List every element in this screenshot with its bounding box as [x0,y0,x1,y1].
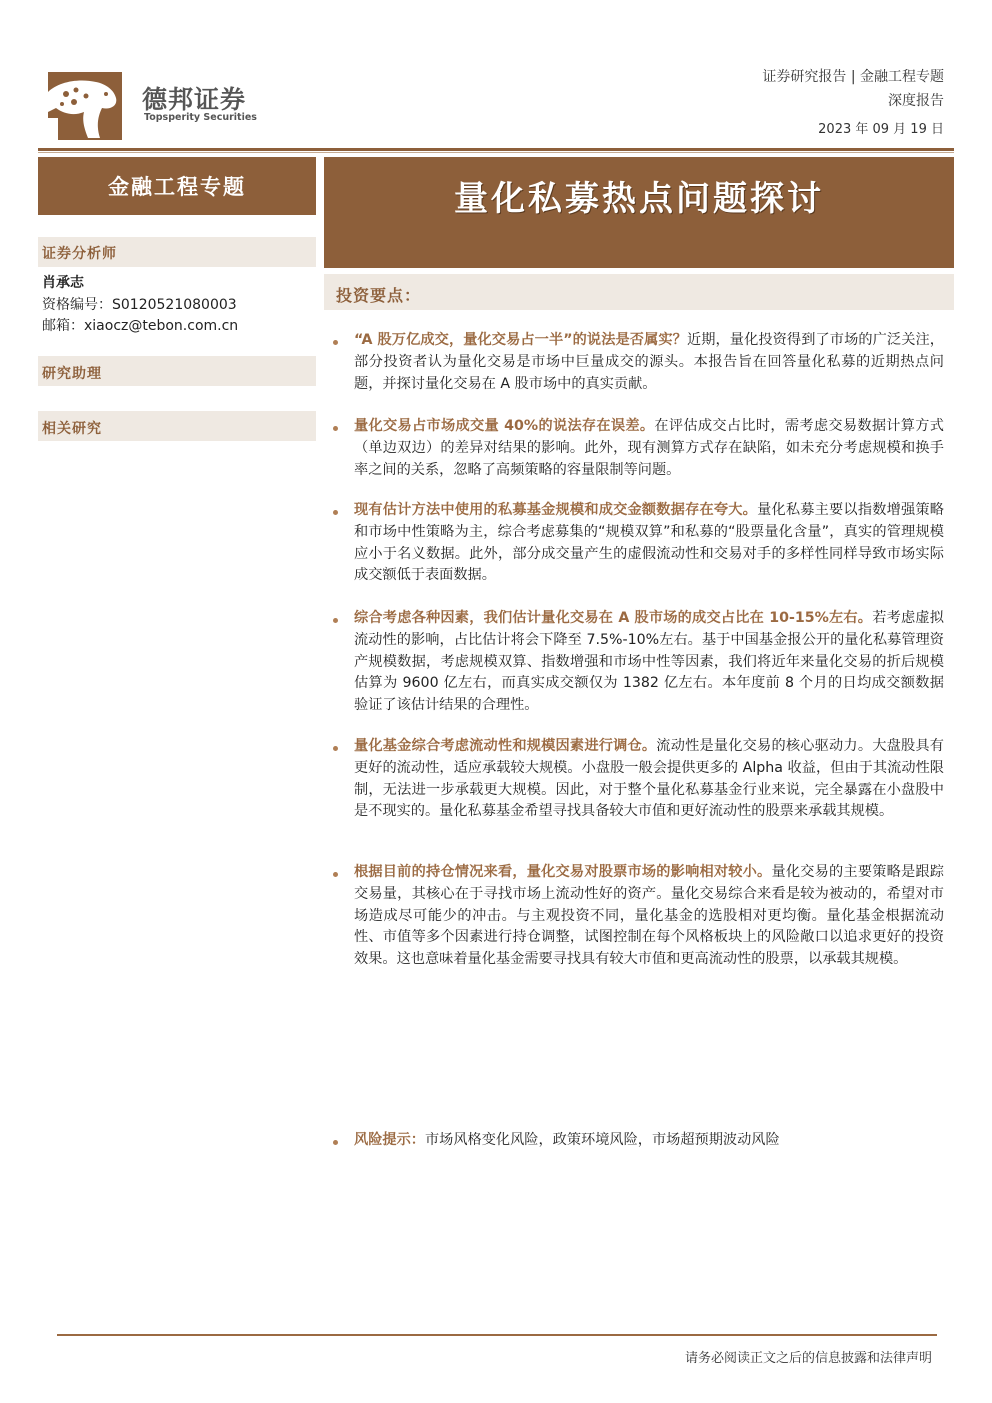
key-point-body: 在评估成交占比时，需考虑交易数据计算方式（单边双边）的差异对结果的影响。此外，现有测算方式存在缺陷，如未充分考虑规模和换手率之间的关系，忽略了高频策略的容量限制等问题。 [354,418,944,478]
list-item [330,500,944,587]
bullet-icon [333,426,338,431]
analyst-email: 邮箱：xiaocz@tebon.com.cn [42,318,239,334]
analyst-license: 资格编号：S0120521080003 [42,297,237,313]
assistant-section-label: 研究助理 [42,366,102,382]
key-point-heading: 根据目前的持仓情况来看，量化交易对股票市场的影响相对较小。 [354,864,772,880]
key-point-body: 近期，量化投资得到了市场的广泛关注，部分投资者认为量化交易是市场中巨量成交的源头。本报告旨在回答量化私募的近期热点问题，并探讨量化交易在 A 股市场中的真实贡献。 [354,332,944,392]
footer-disclaimer: 请务必阅读正文之后的信息披露和法律声明 [684,1351,932,1366]
category-banner: 金融工程专题 [38,157,316,215]
risk-heading: 风险提示： [354,1132,425,1148]
key-points-title: 投资要点： [336,286,422,305]
report-subtype: 深度报告 [888,93,944,109]
bullet-icon [333,340,338,345]
list-item [330,608,944,717]
key-point-body: 若考虑虚拟流动性的影响，占比估计将会下降至 7.5%-10%左右。基于中国基金报公开的量化私募管理资产规模数据，考虑规模双算、指数增强和市场中性等因素，我们将近年来量化交易的折后规模估算为 9600 亿左右，而真实成交额仅为 1382 亿左右。本年度前 8 个月的日均成交额数据验证了该估计结果的合理性。 [354,610,944,714]
key-point-body: 量化私募主要以指数增强策略和市场中性策略为主，综合考虑募集的“规模双算”和私募的“股票量化含量”，真实的管理规模应小于名义数据。此外，部分成交量产生的虚假流动性和交易对手的多样性同样导致市场实际成交额低于表面数据。 [354,502,944,584]
risk-body: 市场风格变化风险，政策环境风险，市场超预期波动风险 [424,1132,780,1148]
key-point-body: 流动性是量化交易的核心驱动力。大盘股具有更好的流动性，适应承载较大规模。小盘股一般会提供更多的 Alpha 收益，但由于其流动性限制，无法进一步承载更大规模。因此，对于整个量化私募基金行业来说，完全暴露在小盘股中是不现实的。量化私募基金希望寻找具备较大市值和更好流动性的股票来承载其规模。 [354,738,944,820]
report-type: 证券研究报告 | 金融工程专题 [762,69,944,85]
company-logo [44,72,257,142]
bullet-icon [333,746,338,751]
logo-english-name: Topsperity Securities [144,112,257,123]
key-points-bar [324,274,954,310]
header-divider-thin [38,152,954,153]
page-title: 量化私募热点问题探讨 [454,179,824,219]
key-point-heading: 量化基金综合考虑流动性和规模因素进行调仓。 [354,738,657,754]
related-section-label: 相关研究 [42,421,102,437]
leopard-logo-icon [44,72,124,140]
bullet-icon [333,1140,338,1145]
key-point-heading: “A 股万亿成交，量化交易占一半”的说法是否属实？ [354,332,687,348]
key-point-heading: 综合考虑各种因素，我们估计量化交易在 A 股市场的成交占比在 10-15%左右。 [354,610,873,626]
bullet-icon [333,618,338,623]
bullet-icon [333,872,338,877]
list-item [330,862,944,971]
list-item [330,736,944,823]
list-item [330,330,944,395]
key-point-heading: 现有估计方法中使用的私募基金规模和成交金额数据存在夸大。 [354,502,758,518]
report-date: 2023 年 09 月 19 日 [818,122,944,137]
title-banner [324,157,954,268]
logo-chinese-name: 德邦证券 [142,85,247,114]
key-point-heading: 量化交易占市场成交量 40%的说法存在误差。 [354,418,655,434]
risk-item [330,1130,944,1152]
header-divider [38,148,954,151]
bullet-icon [333,510,338,515]
key-point-body: 量化交易的主要策略是跟踪交易量，其核心在于寻找市场上流动性好的资产。量化交易综合来看是较为被动的，希望对市场造成尽可能少的冲击。与主观投资不同，量化基金的选股相对更均衡。量化基金根据流动性、市值等多个因素进行持仓调整，试图控制在每个风格板块上的风险敞口以追求更好的投资效果。这也意味着量化基金需要寻找具有较大市值和更高流动性的股票，以承载其规模。 [354,864,944,968]
list-item [330,416,944,481]
footer-divider [57,1334,937,1336]
analyst-name: 肖承志 [42,275,84,291]
analyst-section-label: 证券分析师 [42,246,117,262]
